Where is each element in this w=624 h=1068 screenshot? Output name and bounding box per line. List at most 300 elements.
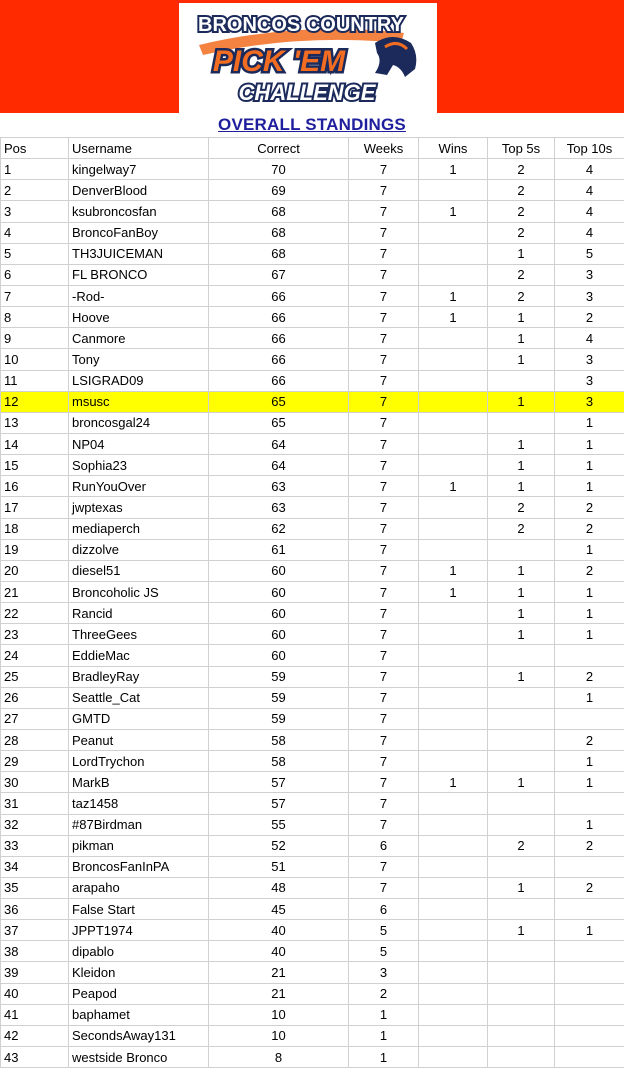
cell-top10s: 4 [555,201,624,222]
cell-top5s [488,814,555,835]
cell-username: kingelway7 [69,159,209,180]
table-row [1,243,624,264]
column-header-correct: Correct [209,138,349,159]
cell-top10s [555,1047,624,1068]
cell-top5s: 1 [488,328,555,349]
table-row [1,793,624,814]
cell-username: DenverBlood [69,180,209,201]
cell-top10s: 2 [555,307,624,328]
cell-top5s [488,645,555,666]
cell-weeks: 7 [349,370,419,391]
table-row [1,624,624,645]
cell-username: LordTrychon [69,751,209,772]
cell-top5s [488,1025,555,1046]
cell-weeks: 7 [349,877,419,898]
cell-top10s: 1 [555,603,624,624]
table-row [1,412,624,433]
cell-correct: 64 [209,455,349,476]
cell-top5s: 1 [488,920,555,941]
cell-wins [419,539,488,560]
cell-top10s: 4 [555,222,624,243]
cell-pos: 31 [1,793,69,814]
cell-username: Broncoholic JS [69,581,209,602]
cell-pos: 7 [1,285,69,306]
cell-top5s: 1 [488,772,555,793]
cell-username: TH3JUICEMAN [69,243,209,264]
cell-top5s: 1 [488,877,555,898]
cell-top10s: 1 [555,920,624,941]
cell-top10s: 2 [555,877,624,898]
cell-top10s: 2 [555,518,624,539]
cell-top10s: 1 [555,772,624,793]
cell-username: jwptexas [69,497,209,518]
cell-top10s: 1 [555,412,624,433]
cell-wins: 1 [419,201,488,222]
cell-wins: 1 [419,476,488,497]
cell-weeks: 7 [349,814,419,835]
cell-correct: 60 [209,624,349,645]
cell-top5s [488,751,555,772]
cell-username: Peanut [69,729,209,750]
cell-username: False Start [69,899,209,920]
cell-top10s [555,645,624,666]
cell-wins [419,708,488,729]
cell-top5s [488,899,555,920]
cell-wins [419,624,488,645]
table-row [1,814,624,835]
cell-username: NP04 [69,433,209,454]
cell-wins: 1 [419,159,488,180]
cell-weeks: 7 [349,264,419,285]
cell-weeks: 7 [349,349,419,370]
cell-top5s [488,983,555,1004]
table-row [1,497,624,518]
cell-top10s: 3 [555,264,624,285]
cell-top10s: 1 [555,581,624,602]
cell-pos: 34 [1,856,69,877]
svg-text:CHALLENGE: CHALLENGE [239,80,377,105]
cell-top10s [555,941,624,962]
cell-top5s [488,941,555,962]
table-row [1,962,624,983]
cell-username: LSIGRAD09 [69,370,209,391]
cell-weeks: 5 [349,941,419,962]
cell-pos: 30 [1,772,69,793]
cell-top10s: 3 [555,349,624,370]
cell-top5s [488,687,555,708]
cell-wins [419,793,488,814]
cell-pos: 36 [1,899,69,920]
standings-table [0,137,624,1068]
cell-wins [419,391,488,412]
cell-username: BradleyRay [69,666,209,687]
table-row [1,899,624,920]
cell-correct: 65 [209,391,349,412]
cell-top5s [488,708,555,729]
cell-username: Canmore [69,328,209,349]
cell-correct: 66 [209,285,349,306]
svg-text:PICK 'EM: PICK 'EM [213,45,346,78]
cell-username: BroncoFanBoy [69,222,209,243]
cell-pos: 10 [1,349,69,370]
cell-correct: 68 [209,201,349,222]
cell-weeks: 7 [349,624,419,645]
table-row [1,708,624,729]
cell-top10s: 4 [555,180,624,201]
cell-weeks: 7 [349,391,419,412]
cell-top10s: 2 [555,729,624,750]
cell-top5s: 1 [488,455,555,476]
cell-weeks: 7 [349,222,419,243]
cell-top5s: 1 [488,307,555,328]
cell-top10s: 4 [555,328,624,349]
cell-wins [419,729,488,750]
table-row [1,433,624,454]
table-row [1,539,624,560]
cell-weeks: 7 [349,243,419,264]
cell-top5s [488,1047,555,1068]
cell-correct: 62 [209,518,349,539]
column-header-top5s: Top 5s [488,138,555,159]
cell-correct: 60 [209,581,349,602]
cell-correct: 58 [209,729,349,750]
cell-wins: 1 [419,307,488,328]
cell-correct: 10 [209,1004,349,1025]
table-row [1,222,624,243]
cell-weeks: 7 [349,518,419,539]
cell-top5s [488,729,555,750]
cell-pos: 9 [1,328,69,349]
cell-pos: 39 [1,962,69,983]
cell-correct: 58 [209,751,349,772]
cell-correct: 59 [209,708,349,729]
cell-pos: 28 [1,729,69,750]
table-row [1,603,624,624]
table-row [1,856,624,877]
cell-weeks: 7 [349,328,419,349]
cell-wins [419,856,488,877]
cell-username: MarkB [69,772,209,793]
cell-username: Kleidon [69,962,209,983]
cell-top5s: 1 [488,476,555,497]
table-row [1,264,624,285]
cell-correct: 51 [209,856,349,877]
cell-wins [419,899,488,920]
cell-top10s: 1 [555,814,624,835]
cell-weeks: 7 [349,560,419,581]
cell-wins [419,666,488,687]
cell-pos: 43 [1,1047,69,1068]
cell-top5s [488,539,555,560]
cell-wins [419,243,488,264]
cell-username: dipablo [69,941,209,962]
cell-weeks: 1 [349,1004,419,1025]
cell-correct: 65 [209,412,349,433]
cell-wins [419,1025,488,1046]
header-row [1,138,624,159]
cell-weeks: 7 [349,455,419,476]
table-row [1,518,624,539]
cell-pos: 5 [1,243,69,264]
cell-pos: 32 [1,814,69,835]
cell-username: JPPT1974 [69,920,209,941]
cell-wins [419,645,488,666]
cell-weeks: 1 [349,1025,419,1046]
cell-weeks: 2 [349,983,419,1004]
cell-pos: 4 [1,222,69,243]
header-banner [0,0,624,113]
table-row [1,349,624,370]
table-row [1,835,624,856]
cell-top5s: 2 [488,180,555,201]
cell-pos: 24 [1,645,69,666]
cell-top5s: 1 [488,349,555,370]
cell-correct: 66 [209,349,349,370]
cell-weeks: 7 [349,285,419,306]
cell-pos: 12 [1,391,69,412]
cell-wins [419,814,488,835]
cell-top10s: 3 [555,391,624,412]
cell-weeks: 7 [349,666,419,687]
column-header-top10s: Top 10s [555,138,624,159]
cell-correct: 48 [209,877,349,898]
table-row-highlighted [1,391,624,412]
cell-username: westside Bronco [69,1047,209,1068]
table-row [1,201,624,222]
cell-correct: 45 [209,899,349,920]
cell-pos: 35 [1,877,69,898]
table-row [1,1047,624,1068]
svg-text:BRONCOS COUNTRY: BRONCOS COUNTRY [198,14,405,36]
cell-weeks: 7 [349,856,419,877]
cell-top10s: 1 [555,624,624,645]
cell-top10s: 2 [555,560,624,581]
cell-top10s: 4 [555,159,624,180]
cell-weeks: 3 [349,962,419,983]
cell-pos: 37 [1,920,69,941]
table-row [1,285,624,306]
table-row [1,560,624,581]
cell-wins [419,920,488,941]
cell-top5s: 1 [488,243,555,264]
table-row [1,370,624,391]
cell-weeks: 7 [349,603,419,624]
cell-pos: 26 [1,687,69,708]
cell-username: Hoove [69,307,209,328]
cell-correct: 8 [209,1047,349,1068]
cell-correct: 68 [209,243,349,264]
cell-top5s: 2 [488,159,555,180]
cell-wins [419,603,488,624]
cell-weeks: 5 [349,920,419,941]
cell-top5s: 2 [488,264,555,285]
cell-top10s: 1 [555,433,624,454]
cell-top5s: 2 [488,518,555,539]
cell-pos: 17 [1,497,69,518]
column-header-username: Username [69,138,209,159]
cell-pos: 14 [1,433,69,454]
cell-top10s [555,1004,624,1025]
cell-correct: 21 [209,983,349,1004]
cell-username: mediaperch [69,518,209,539]
cell-top5s [488,962,555,983]
cell-correct: 61 [209,539,349,560]
cell-wins [419,412,488,433]
cell-pos: 21 [1,581,69,602]
cell-wins [419,1004,488,1025]
table-row [1,159,624,180]
cell-correct: 60 [209,603,349,624]
cell-weeks: 1 [349,1047,419,1068]
cell-correct: 59 [209,687,349,708]
cell-correct: 63 [209,476,349,497]
cell-wins [419,349,488,370]
table-row [1,983,624,1004]
cell-weeks: 7 [349,433,419,454]
cell-weeks: 7 [349,180,419,201]
cell-username: Sophia23 [69,455,209,476]
cell-weeks: 7 [349,412,419,433]
cell-wins: 1 [419,581,488,602]
cell-top5s: 1 [488,433,555,454]
cell-pos: 42 [1,1025,69,1046]
table-row [1,941,624,962]
cell-wins [419,1047,488,1068]
cell-pos: 22 [1,603,69,624]
cell-correct: 40 [209,920,349,941]
cell-wins [419,687,488,708]
table-row [1,666,624,687]
cell-pos: 23 [1,624,69,645]
cell-username: diesel51 [69,560,209,581]
cell-correct: 40 [209,941,349,962]
cell-wins: 1 [419,560,488,581]
cell-weeks: 7 [349,159,419,180]
cell-wins [419,455,488,476]
cell-top5s: 2 [488,201,555,222]
cell-pos: 38 [1,941,69,962]
cell-pos: 15 [1,455,69,476]
table-row [1,476,624,497]
cell-top10s [555,793,624,814]
cell-username: ThreeGees [69,624,209,645]
table-row [1,877,624,898]
cell-weeks: 7 [349,708,419,729]
cell-wins: 1 [419,772,488,793]
cell-username: Rancid [69,603,209,624]
cell-wins [419,497,488,518]
cell-top10s: 2 [555,835,624,856]
cell-correct: 59 [209,666,349,687]
cell-pos: 41 [1,1004,69,1025]
table-row [1,328,624,349]
table-row [1,180,624,201]
cell-weeks: 7 [349,476,419,497]
cell-top10s [555,856,624,877]
cell-wins: 1 [419,285,488,306]
cell-correct: 66 [209,328,349,349]
cell-weeks: 7 [349,772,419,793]
pickem-logo [179,3,437,113]
cell-wins [419,877,488,898]
table-row [1,307,624,328]
cell-weeks: 6 [349,835,419,856]
cell-username: RunYouOver [69,476,209,497]
cell-top5s: 2 [488,285,555,306]
cell-top5s [488,793,555,814]
cell-username: pikman [69,835,209,856]
standings-title-bar [0,113,624,137]
table-row [1,581,624,602]
column-header-weeks: Weeks [349,138,419,159]
cell-top5s [488,370,555,391]
cell-wins [419,222,488,243]
cell-username: BroncosFanInPA [69,856,209,877]
table-row [1,455,624,476]
column-header-pos: Pos [1,138,69,159]
cell-top10s: 2 [555,497,624,518]
cell-top10s: 3 [555,285,624,306]
cell-top10s: 3 [555,370,624,391]
table-row [1,645,624,666]
cell-weeks: 7 [349,539,419,560]
cell-pos: 6 [1,264,69,285]
cell-pos: 1 [1,159,69,180]
cell-wins [419,835,488,856]
cell-weeks: 7 [349,307,419,328]
standings-title: OVERALL STANDINGS [218,115,406,135]
cell-correct: 68 [209,222,349,243]
cell-top5s: 1 [488,560,555,581]
cell-correct: 66 [209,307,349,328]
cell-username: msusc [69,391,209,412]
cell-wins [419,328,488,349]
cell-pos: 20 [1,560,69,581]
cell-username: Seattle_Cat [69,687,209,708]
cell-username: ksubroncosfan [69,201,209,222]
cell-username: FL BRONCO [69,264,209,285]
cell-weeks: 7 [349,645,419,666]
cell-correct: 66 [209,370,349,391]
cell-top5s [488,856,555,877]
cell-username: arapaho [69,877,209,898]
table-row [1,772,624,793]
cell-correct: 67 [209,264,349,285]
cell-weeks: 7 [349,581,419,602]
cell-pos: 2 [1,180,69,201]
cell-pos: 29 [1,751,69,772]
cell-wins [419,518,488,539]
cell-correct: 55 [209,814,349,835]
cell-top10s [555,1025,624,1046]
cell-wins [419,751,488,772]
cell-top10s: 1 [555,476,624,497]
cell-pos: 16 [1,476,69,497]
cell-top10s [555,899,624,920]
cell-weeks: 6 [349,899,419,920]
cell-username: broncosgal24 [69,412,209,433]
cell-top5s: 1 [488,391,555,412]
cell-top5s: 2 [488,497,555,518]
cell-username: Tony [69,349,209,370]
cell-top10s [555,962,624,983]
cell-weeks: 7 [349,497,419,518]
cell-username: #87Birdman [69,814,209,835]
cell-top5s: 1 [488,603,555,624]
cell-top5s [488,1004,555,1025]
cell-pos: 19 [1,539,69,560]
cell-correct: 52 [209,835,349,856]
